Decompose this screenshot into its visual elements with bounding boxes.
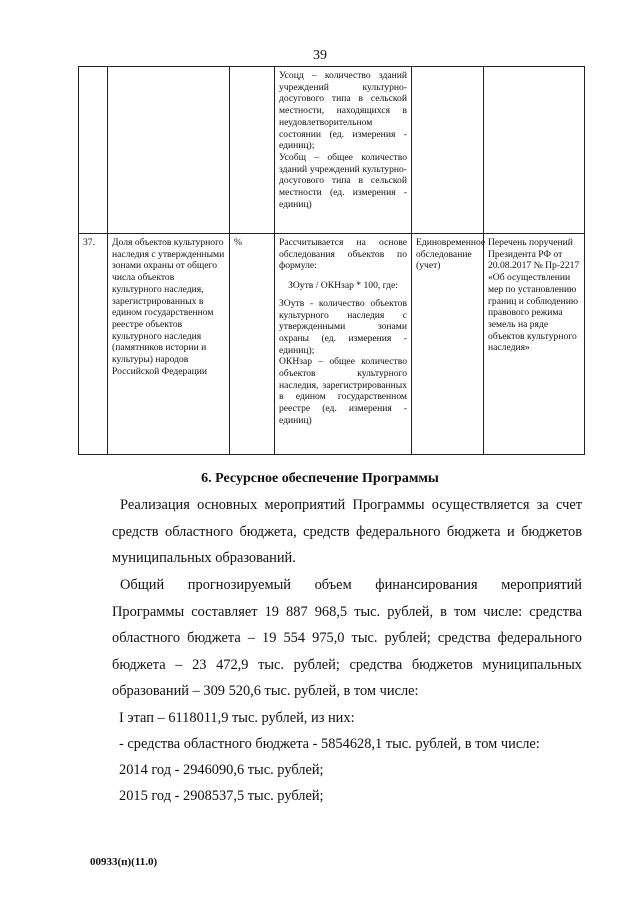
paragraph-line: Программы составляет 19 887 968,5 тыс. рублей, в том числе: средства [112, 603, 582, 620]
regional-budget-line: - средства областного бюджета - 5854628,1 тыс. рублей, в том числе: [119, 736, 540, 752]
cell-frequency: Единовременное обследование (учет) [412, 234, 484, 455]
cell-basis: Перечень поручений Президента РФ от 20.08.2017 № Пр-2217 «Об осуществлении мер по установлению границ и соблюдению правового режима земель на ряде объектов культурного наследия» [484, 234, 585, 455]
paragraph-line: Реализация основных мероприятий Программы осуществляется за счет [120, 497, 582, 513]
cell-number [79, 67, 108, 234]
stage-total: I этап – 6118011,9 тыс. рублей, из них: [119, 710, 355, 726]
cell-calculation-method [275, 67, 412, 234]
table-row [79, 234, 585, 455]
cell-unit: % [230, 234, 275, 455]
paragraph-financing [112, 572, 582, 705]
year-2014-line: 2014 год - 2946090,6 тыс. рублей; [119, 762, 324, 778]
paragraph-line: образований – 309 520,6 тыс. рублей, в том числе: [112, 683, 419, 700]
cell-frequency [412, 67, 484, 234]
paragraph-line: бюджета – 23 472,9 тыс. рублей; средства бюджетов муниципальных [112, 656, 582, 673]
paragraph-line: областного бюджета – 19 554 975,0 тыс. рублей; средства федерального [112, 630, 582, 647]
method-definition: Усоцд – количество зданий учреждений культурно-досугового типа в сельской местности, находящихся в неудовлетворительном состоянии (ед. измерения - единиц); [279, 70, 407, 152]
paragraph-line: Общий прогнозируемый объем финансирования мероприятий [120, 577, 582, 593]
section-title: 6. Ресурсное обеспечение Программы [201, 471, 439, 486]
cell-indicator-name [108, 67, 230, 234]
formula: ЗОутв / ОКНзар * 100, где: [288, 280, 398, 292]
document-code: 00933(п)(11.0) [90, 856, 158, 868]
paragraph-implementation [112, 492, 582, 572]
method-definition: Усобщ – общее количество зданий учреждений культурно-досугового типа в сельской местности (ед. измерения - единиц) [279, 151, 407, 210]
cell-unit [230, 67, 275, 234]
method-definition: ЗОутв - количество объектов культурного наследия с утвержденными зонами охраны (ед. измерения - единиц); [279, 297, 407, 356]
page-number: 39 [313, 48, 327, 63]
year-2015-line: 2015 год - 2908537,5 тыс. рублей; [119, 788, 324, 804]
paragraph-line: средств областного бюджета, средств федерального бюджета и бюджетов [112, 523, 582, 540]
cell-calculation-method [275, 234, 412, 455]
table-row [79, 67, 585, 234]
method-definition: ОКНзар – общее количество объектов культурного наследия, зарегистрированных в едином государственном реестре (ед. измерения - единиц) [279, 356, 407, 426]
cell-indicator-name: Доля объектов культурного наследия с утвержденными зонами охраны от общего числа объектов культурного наследия, зарегистрированных в едином государственном реестре объектов культурного наследия (памятников истории и культуры) народов Российской Федерации [108, 234, 230, 455]
cell-basis [484, 67, 585, 234]
indicators-table [78, 66, 585, 455]
paragraph-line: муниципальных образований. [112, 550, 296, 567]
cell-number: 37. [79, 234, 108, 455]
method-intro: Рассчитывается на основе обследования объектов по формуле: [279, 237, 407, 272]
